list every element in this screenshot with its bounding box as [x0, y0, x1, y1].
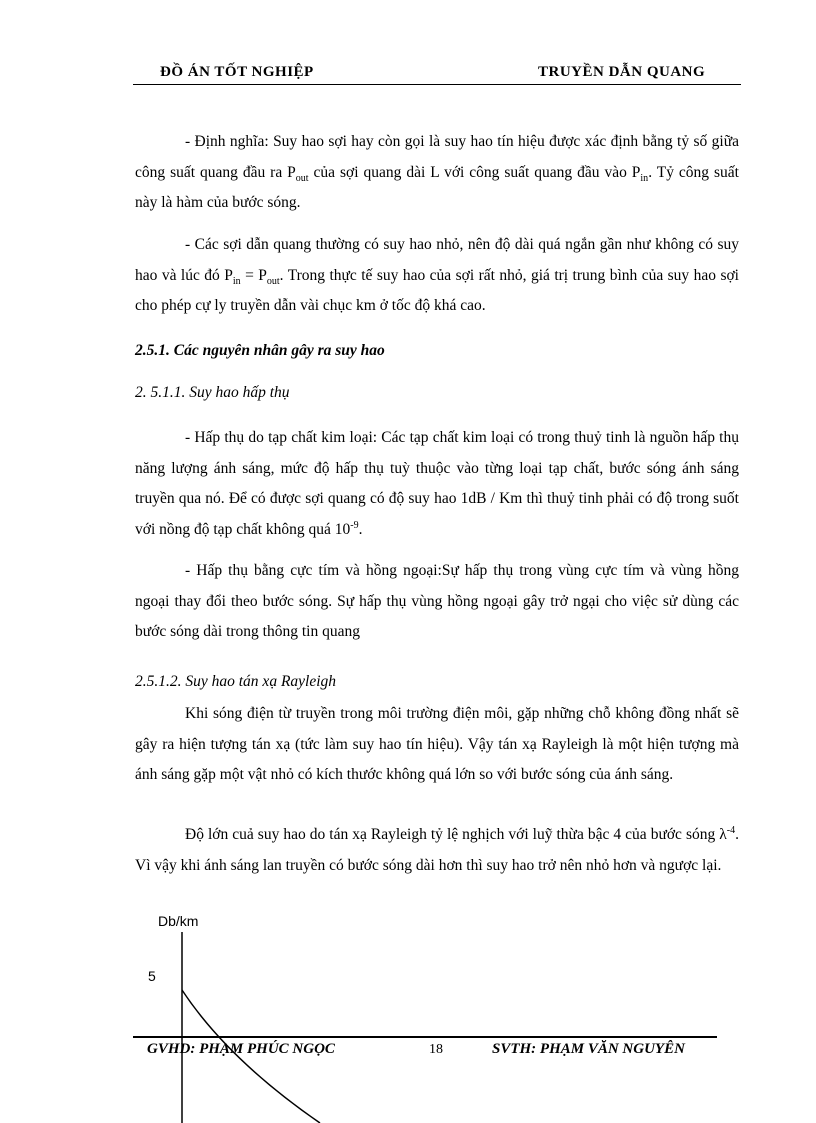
paragraph-definition	[135, 127, 739, 219]
header-left-title: ĐỒ ÁN TỐT NGHIỆP	[160, 64, 314, 80]
paragraph-rayleigh-magnitude	[135, 820, 739, 881]
p2-sub-in: in	[232, 275, 241, 287]
paragraph-rayleigh-def: Khi sóng điện từ truyền trong môi trường điện môi, gặp những chỗ không đồng nhất sẽ gây ra hiện tượng tán xạ (tức làm suy hao tín hiệu). Vậy tán xạ Rayleigh là một hiện tượng mà ánh sáng gặp một vật nhỏ có kích thước không quá lớn so với bước sóng của ánh sáng.	[135, 705, 739, 783]
p1-sub-out: out	[295, 172, 309, 184]
p3-sup: -9	[350, 519, 359, 531]
p6-text-b: . Vì vậy khi ánh sáng lan truyền có bước sóng dài hơn thì suy hao trở nên nhỏ hơn và ngược lại.	[135, 826, 739, 874]
p2-sub-out: out	[266, 275, 280, 287]
footer-divider	[133, 1036, 717, 1038]
p1-text-b: của sợi quang dài L với công suất quang đầu vào P	[308, 163, 641, 181]
p1-text-c: . Tỷ công suất này là hàm của bước sóng.	[135, 163, 739, 211]
p2-text-b: . Trong thực tế suy hao của sợi rất nhỏ, giá trị trung bình của suy hao sợi cho phép cự ly truyền dẫn vài chục km ở tốc độ khá cao.	[135, 266, 739, 314]
p1-text-a: - Định nghĩa: Suy hao sợi hay còn gọi là suy hao tín hiệu được xác định bằng tỷ số giữa công suất quang đầu ra P	[135, 133, 739, 181]
p2-eq: = P	[240, 266, 267, 284]
graph-y-axis-label: Db/km	[158, 913, 199, 929]
section-heading-causes: 2.5.1. Các nguyên nhân gây ra suy hao	[135, 342, 385, 359]
paragraph-low-loss	[135, 230, 739, 322]
p6-text-a: Độ lớn cuả suy hao do tán xạ Rayleigh tỷ lệ nghịch với luỹ thừa bậc 4 của bước sóng λ	[185, 826, 727, 843]
graph-y-tick-label: 5	[148, 968, 156, 984]
p1-sub-in: in	[640, 172, 649, 184]
subsection-heading-rayleigh: 2.5.1.2. Suy hao tán xạ Rayleigh	[135, 673, 337, 690]
page-number: 18	[429, 1042, 443, 1057]
p2-text-a: - Các sợi dẫn quang thường có suy hao nhỏ, nên độ dài quá ngắn gần như không có suy hao và lúc đó P	[135, 236, 739, 284]
subsection-heading-absorption: 2. 5.1.1. Suy hao hấp thụ	[135, 384, 290, 401]
paragraph-metal-impurity	[135, 423, 739, 545]
paragraph-uv-ir: - Hấp thụ bằng cực tím và hồng ngoại:Sự hấp thụ trong vùng cực tím và vùng hồng ngoại thay đổi theo bước sóng. Sự hấp thụ vùng hồng ngoại gây trở ngại cho việc sử dùng các bước sóng dài trong thông tin quang	[135, 562, 739, 640]
header-right-title: TRUYỀN DẪN QUANG	[538, 64, 706, 80]
footer-student: SVTH: PHẠM VĂN NGUYÊN	[492, 1041, 685, 1057]
p3-text-a: - Hấp thụ do tạp chất kim loại: Các tạp chất kim loại có trong thuỷ tinh là nguồn hấp thụ năng lượng ánh sáng, mức độ hấp thụ tuỳ thuộc vào từng loại tạp chất, bước sóng ánh sáng truyền qua nó. Để có được sợi quang có độ suy hao 1dB / Km thì thuỷ tinh phải có độ trong suốt với nồng độ tạp chất không quá 10	[135, 429, 739, 538]
header-divider	[133, 84, 741, 85]
footer-supervisor: GVHD: PHẠM PHÚC NGỌC	[147, 1041, 335, 1057]
p6-sup: -4	[726, 824, 736, 836]
p3-text-b: .	[358, 520, 363, 538]
